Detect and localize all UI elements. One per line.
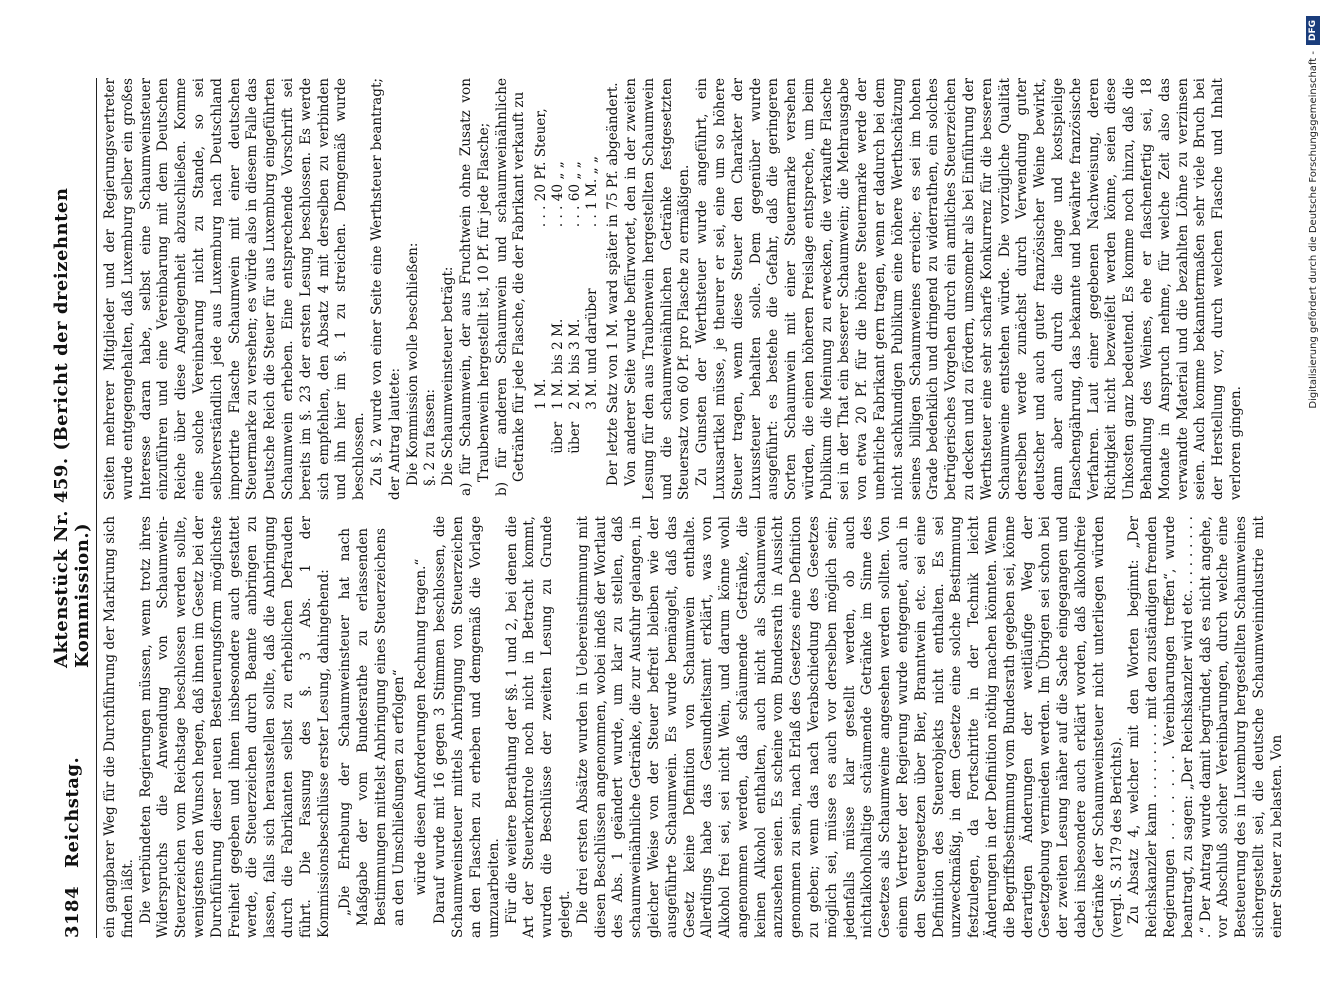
digitization-credit: Digitalisierung gefördert durch die Deutsche Forschungsgemeinschaft - [1307,51,1319,409]
rate-cell [584,416,601,476]
rate-row [550,54,567,476]
motion-line: Die Kommission wolle beschließen: [404,242,421,486]
motion-item-a: a) für Schaumwein, der aus Fruchtwein ohne Zusatz von Traubenwein hergestellt ist, 10 Pf. für jede Flasche; [457,78,492,496]
paragraph: Der letzte Satz von 1 M. ward später in 75 Pf. abgeändert. [605,82,622,486]
rate-cell: . . . 40 „ „ [550,161,567,228]
rate-cell: 2 M. bis 3 M. [567,318,584,410]
paragraph: Für die weitere Berathung der §§. 1 und 2, bei denen die Art der Steuerkontrole noch nicht in Betracht kommt, wurden die Beschlüsse der zweiten Lesung zu Grunde gelegt. [503,516,573,938]
paragraph: würde diesen Anforderungen Rechnung tragen.“ [412,558,429,896]
paragraph: Zu Gunsten der Werthsteuer wurde angeführt, ein Luxusartikel müsse, je theurer er sei, eine um so höhere Steuer tragen, wenn diese Steuer den Charakter der Luxussteuer behalten solle. Dem gegenüber wurde ausgeführt: es bestehe die Gefahr, daß die geringeren Sorten Schaumwein mit einer Steuermarke versehen würden, die einen höheren Preislage entspreche, um beim Publikum die Meinung zu erwecken, die verkaufte Flasche sei in der That ein besserer Schaumwein; die Mehrausgabe von etwa 20 Pf. für die höhere Steuermarke werde der unehrliche Fabrikant gern tragen, wenn er dadurch bei dem nicht sachkundigen Publikum eine höhere Werthschätzung seines billigen Schaumweines erreiche; es sei im hohen Grade bedenklich und dringend zu widerrathen, ein solches betrügerisches Vorgehen durch ein amtliches Steuerzeichen zu decken und zu fördern, umsomehr als bei Einführung der Werthsteuer eine sehr scharfe Konkurrenz für die besseren Schaumweine entstehen würde. Die vorzügliche Qualität derselben werde zunächst durch Verwendung guter deutscher und auch guter französischer Weine bewirkt, dann aber auch durch die lange und kostspielige Flaschengährung, das bekannte und bewährte französische Verfahren. Laut einer gegebenen Nachweisung, deren Richtigkeit nicht bezweifelt werden könne, seien diese Unkosten ganz bedeutend. Es komme noch hinzu, daß die Behandlung des Weines, ehe er flaschenfertig sei, 18 Monate in Anspruch nehme, für welche Zeit also das verwandte Material und die bezahlten Löhne zu verzinsen seien. Auch komme bekanntermaßen sehr viele Bruch bei der Herstellung vor, durch welchen Flasche und Inhalt verloren gingen. [694,78,1245,500]
running-head-title: Aktenstück Nr. 459. (Bericht der dreizehnten Kommission.) [51,187,93,668]
paragraph: Die verbündeten Regierungen müssen, wenn trotz ihres Widerspruchs die Anwendung von Schaumwein-Steuerzeichen vom Reichstage beschlossen werden sollte, wenigstens den Wunsch hegen, daß ihnen im Gesetz bei der Durchführung dieser neuen Besteuerungsform möglichste Freiheit gegeben und ihnen insbesondere auch gestattet werde, die Steuerzeichen durch Beamte anbringen zu lassen, falls sich herausstellen sollte, daß die Anbringung durch die Fabrikanten selbst zu erheblichen Defrauden führt. Die Fassung des §. 3 Abs. 1 der Kommissionsbeschlüsse erster Lesung, dahingehend: [137,516,332,938]
rate-row [567,54,584,476]
motion-item-b: b) für anderen Schaumwein und schaumweinähnliche Getränke für jede Flasche, die der Fabrikant verkauft zu [493,78,528,496]
rate-cell [533,416,550,476]
digitization-footer [1300,16,1326,996]
left-column [102,516,1285,938]
dfg-logo: DFG [1306,16,1320,45]
rate-cell: über [567,421,584,454]
rate-cell: 1 M. bis 2 M. [550,318,567,410]
running-head-left: Reichstag. [61,756,83,868]
paragraph: Zu §. 2 wurde von einer Seite eine Werthsteuer beantragt; der Antrag lautete: [368,78,403,500]
rate-cell: über [550,421,567,454]
paragraph: Zu Absatz 4, welcher mit den Worten beginnt: „Der Reichskanzler kann . . . . . . . . . mit den zuständigen fremden Regierungen . . . . . . . Vereinbarungen treffen“, wurde beantragt, zu sagen: „Der Reichskanzler wird etc. . . . . . . . . .“ Der Antrag wurde damit begründet, daß es nicht angehe, vor Abschluß solcher Vereinbarungen, durch welche eine Besteuerung des in Luxemburg hergestellten Schaumweines sichergestellt sei, die deutsche Schaumweinindustrie mit einer Steuer zu belasten. Von [1126,516,1285,938]
rate-row [533,54,550,476]
quoted-provision: „Die Erhebung der Schaumweinsteuer hat nach Maßgabe der vom Bundesrathe zu erlassenden Bestimmungen mittelst Anbringung eines Steuerzeichens an den Umschließungen zu erfolgen“ [337,528,407,926]
rotated-page [51,78,1285,938]
paragraph: Darauf wurde mit 16 gegen 3 Stimmen beschlossen, die Schaumweinsteuer mittels Anbringung von Steuerzeichen an den Flaschen zu erheben und demgemäß die Vorlage umzuarbeiten. [432,516,502,938]
tax-rate-table [533,54,601,476]
rate-cell: . . 1 M. „ „ [584,155,601,228]
page-number: 3184 [61,885,83,938]
paragraph: Von anderer Seite wurde befürwortet, den in der zweiten Lesung für den aus Traubenwein hergestellten Schaumwein und die schaumweinähnlichen Getränke festgesetzten Steuersatz von 60 Pf. pro Flasche zu ermäßigen. [622,78,693,500]
rate-cell: 3 M. und darüber [584,288,601,410]
motion-line: Die Schaumweinsteuer beträgt: [440,266,457,486]
header-rule [96,78,97,938]
rate-cell: . . . 60 „ „ [567,161,584,228]
paragraph: Seiten mehrerer Mitglieder und der Regierungsvertreter wurde entgegengehalten, daß Luxemburg selber ein großes Interesse daran habe, selbst eine Schaumweinsteuer einzuführen und eine Vereinbarung mit dem Deutschen Reiche über diese Angelegenheit abzuschließen. Komme eine solche Vereinbarung nicht zu Stande, so sei selbstverständlich jede aus Luxemburg nach Deutschland importirte Flasche Schaumwein mit einer deutschen Steuermarke zu versehen; es würde also in diesem Falle das Deutsche Reich die Steuer für aus Luxemburg eingeführten Schaumwein erheben. Eine entsprechende Vorschrift sei bereits im §. 23 der ersten Lesung beschlossen. Es werde sich empfehlen, den Absatz 4 mit derselben zu verbinden und ihn hier im §. 1 zu streichen. Demgemäß wurde beschlossen. [102,78,368,500]
text-columns [102,78,1285,938]
rate-cell: . . . 20 Pf. Steuer, [533,108,550,228]
paragraph: Die drei ersten Absätze wurden in Uebereinstimmung mit diesen Beschlüssen angenommen, wobei indeß der Wortlaut des Abs. 1 geändert wurde, um klar zu stellen, daß schaumweinähnliche Getränke, die zur Ausfuhr gelangen, in gleicher Weise von der Steuer befreit bleiben wie der ausgeführte Schaumwein. Es wurde bemängelt, daß das Gesetz keine Definition von Schaumwein enthalte. Allerdings habe das Gesundheitsamt erklärt, was von Alkohol frei sei, sei nicht Wein, und darum könne wohl angenommen werden, daß schäumende Getränke, die keinen Alkohol enthalten, auch nicht als Schaumwein anzusehen seien. Es scheine vom Bundesrath in Aussicht genommen zu sein, nach Erlaß des Gesetzes eine Definition zu geben; wenn das nach Verabschiedung des Gesetzes möglich sei, müsse es auch vor derselben möglich sein; jedenfalls müsse klar gestellt werden, ob auch nichtalkoholhaltige schäumende Getränke im Sinne des Gesetzes als Schaumweine angesehen werden sollten. Von einem Vertreter der Regierung wurde entgegnet, auch in den Steuergesetzen über Bier, Branntwein etc. sei eine Definition des Steuerobjekts nicht enthalten. Es sei unzweckmäßig, in dem Gesetze eine solche Bestimmung festzulegen, da Fortschritte in der Technik leicht Änderungen in der Definition nöthig machen könnten. Wenn die Begriffsbestimmung vom Bundesrath gegeben sei, könne derartigen Änderungen der weitläufige Weg der Gesetzgebung vermieden werden. Im Übrigen sei schon bei der zweiten Lesung näher auf die Sache eingegangen und dabei insbesondere auch erklärt worden, daß alkoholfreie Getränke der Schaumweinsteuer nicht unterliegen würden (vergl. S. 3179 des Berichts). [574,516,1125,938]
right-column [102,78,1272,500]
rate-cell: 1 M. [533,378,550,410]
rate-row [584,54,601,476]
paragraph: ein gangbarer Weg für die Durchführung der Markirung sich finden läßt. [102,516,136,938]
motion-line: §. 2 zu fassen: [422,388,439,486]
page-header [52,78,92,938]
